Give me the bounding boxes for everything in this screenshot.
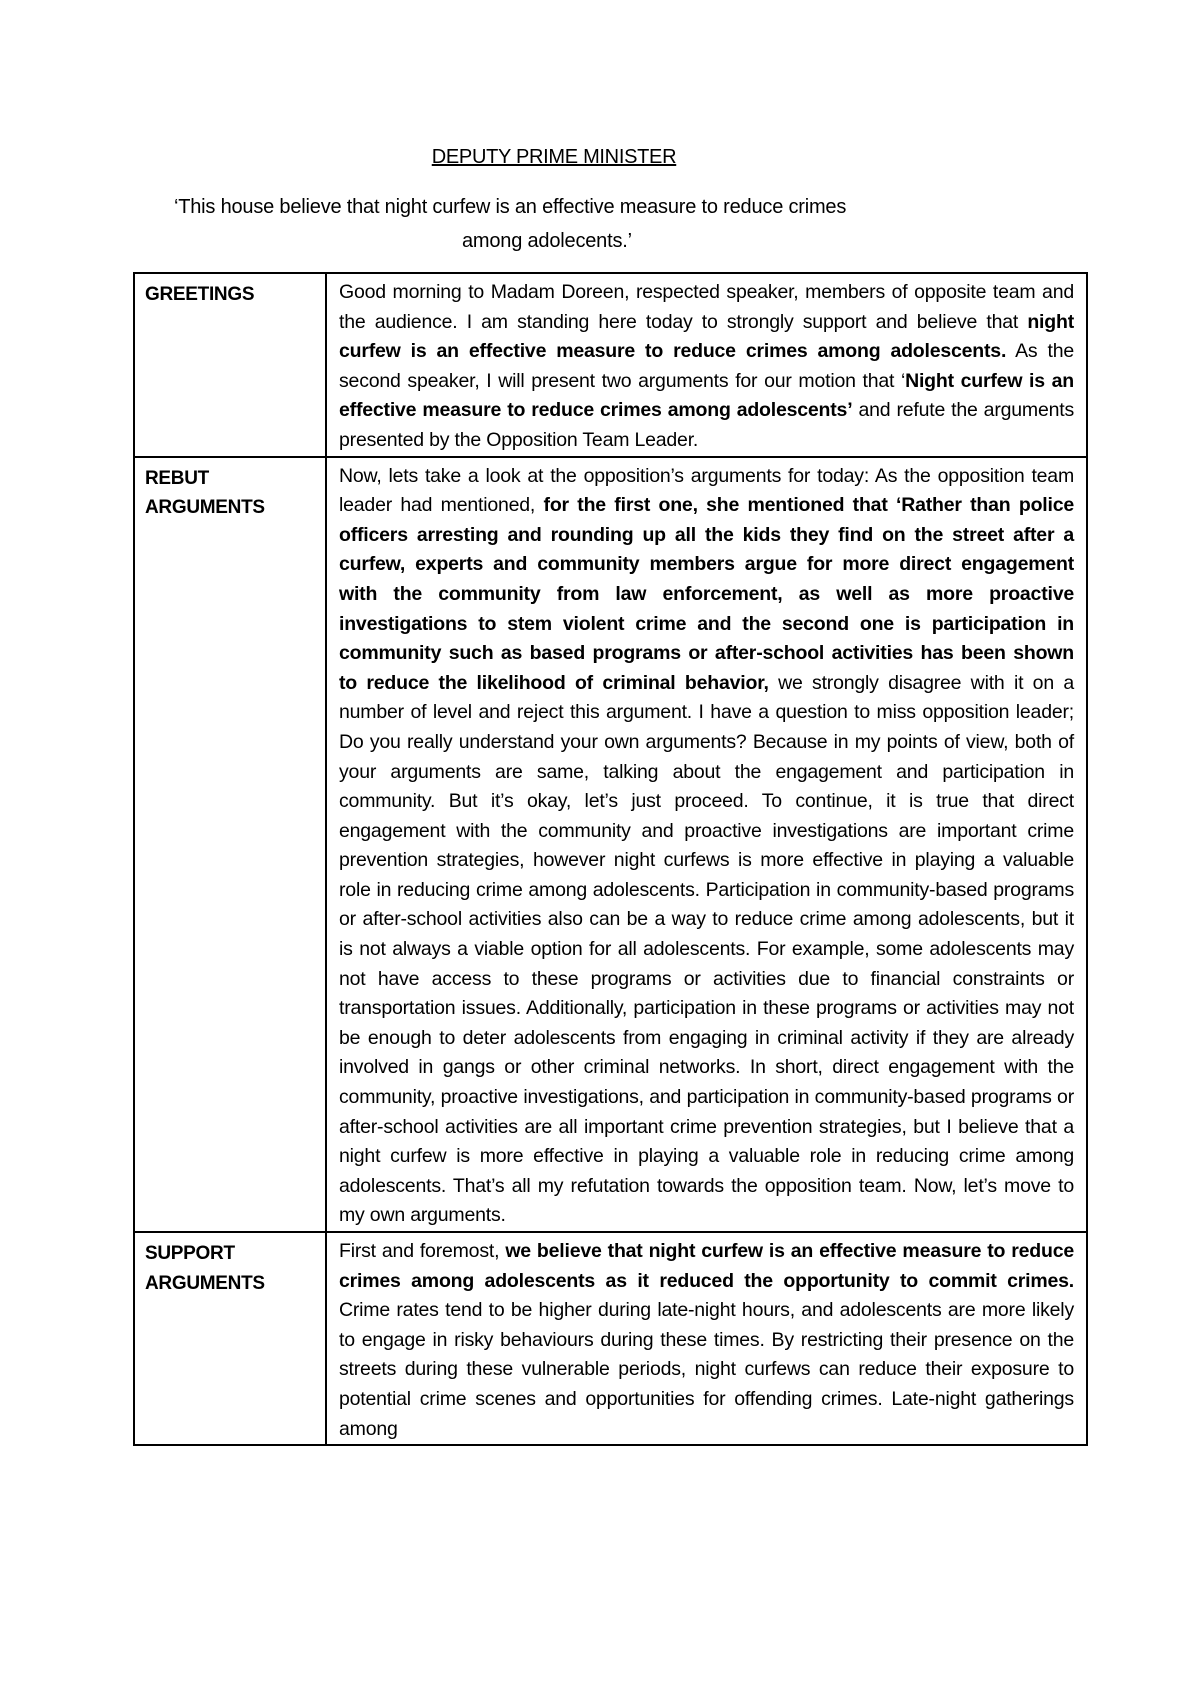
motion-line-2: among adolecents.’ <box>462 230 632 252</box>
support-b1: we believe that night curfew is an effective measure to reduce crimes among adolescents as it reduced the opportunity to commit crimes. <box>339 1240 1074 1292</box>
table-row-support <box>134 1232 1087 1445</box>
greetings-b2: Night curfew is an effective measure to reduce crimes among adolescents’ <box>339 369 1074 422</box>
greetings-label-text: GREETINGS <box>145 284 255 305</box>
support-label <box>134 1232 326 1445</box>
motion-line-1: ‘This house believe that night curfew is an effective measure to reduce crimes <box>174 196 847 218</box>
rebut-b1: for the first one, she mentioned that ‘Rather than police officers arresting and rounding up all the kids they find on the street after a curfew, experts and community members argue for more direct engagement with the community from law enforcement, as well as more proactive investigations to stem violent crime and the second one is participation in community such as based programs or after-school activities has been shown to reduce the likelihood of criminal behavior, <box>339 494 1075 694</box>
rebut-p2: we strongly disagree with it on a number of level and reject this argument. I have a question to miss opposition leader; Do you really understand your own arguments? Because in my points of view, both of your arguments are same, talking about the engagement and participation in community. But it’s okay, let’s just proceed. To continue, it is true that direct engagement with the community and proactive investigations are important crime prevention strategies, however night curfews is more effective in playing a valuable role in reducing crime among adolescents. Participation in community-based programs or after-school activities also can be a way to reduce crime among adolescents, but it is not always a viable option for all adolescents. For example, some adolescents may not have access to these programs or activities due to financial constraints or transportation issues. Additionally, participation in these programs or activities may not be enough to deter adolescents from engaging in criminal activity if they are already involved in gangs or other criminal networks. In short, direct engagement with the community, proactive investigations, and participation in community-based programs or after-school activities are all important crime prevention strategies, but I believe that a night curfew is more effective in playing a valuable role in reducing crime among adolescents. That’s all my refutation towards the opposition team. Now, let’s move to my own arguments. <box>339 671 1075 1227</box>
rebut-label-line-1: REBUT <box>145 467 209 489</box>
support-text <box>326 1232 1087 1445</box>
greetings-text <box>326 273 1087 457</box>
support-label-line-1: SUPPORT <box>145 1243 235 1264</box>
support-label-line-2: ARGUMENTS <box>145 1272 265 1294</box>
page-title: DEPUTY PRIME MINISTER <box>431 146 677 168</box>
greetings-p1: Good morning to Madam Doreen, respected speaker, members of opposite team and the audience. I am standing here today to strongly support and believe that <box>339 281 1074 333</box>
greetings-label <box>134 273 326 457</box>
table-row-rebut <box>134 457 1087 1232</box>
greetings-p3: and refute the arguments presented by the Opposition Team Leader. <box>339 399 1075 451</box>
greetings-b1: night curfew is an effective measure to reduce crimes among adolescents. <box>339 310 1074 363</box>
table-row-greetings <box>134 273 1087 457</box>
support-p1: First and foremost, <box>339 1240 506 1262</box>
support-p2: Crime rates tend to be higher during late-night hours, and adolescents are more likely to engage in risky behaviours during these times. By restricting their presence on the streets during these vulnerable periods, night curfews can reduce their exposure to potential crime scenes and opportunities for offending crimes. Late-night gatherings among <box>339 1299 1074 1440</box>
greetings-p2: As the second speaker, I will present two arguments for our motion that ‘ <box>339 340 1074 392</box>
rebut-label <box>134 457 326 1232</box>
speech-table <box>133 272 1088 1446</box>
rebut-label-line-2: ARGUMENTS <box>145 497 265 519</box>
rebut-text <box>326 457 1087 1232</box>
rebut-p1: Now, lets take a look at the opposition’s arguments for today: As the opposition team leader had mentioned, <box>339 464 1074 517</box>
